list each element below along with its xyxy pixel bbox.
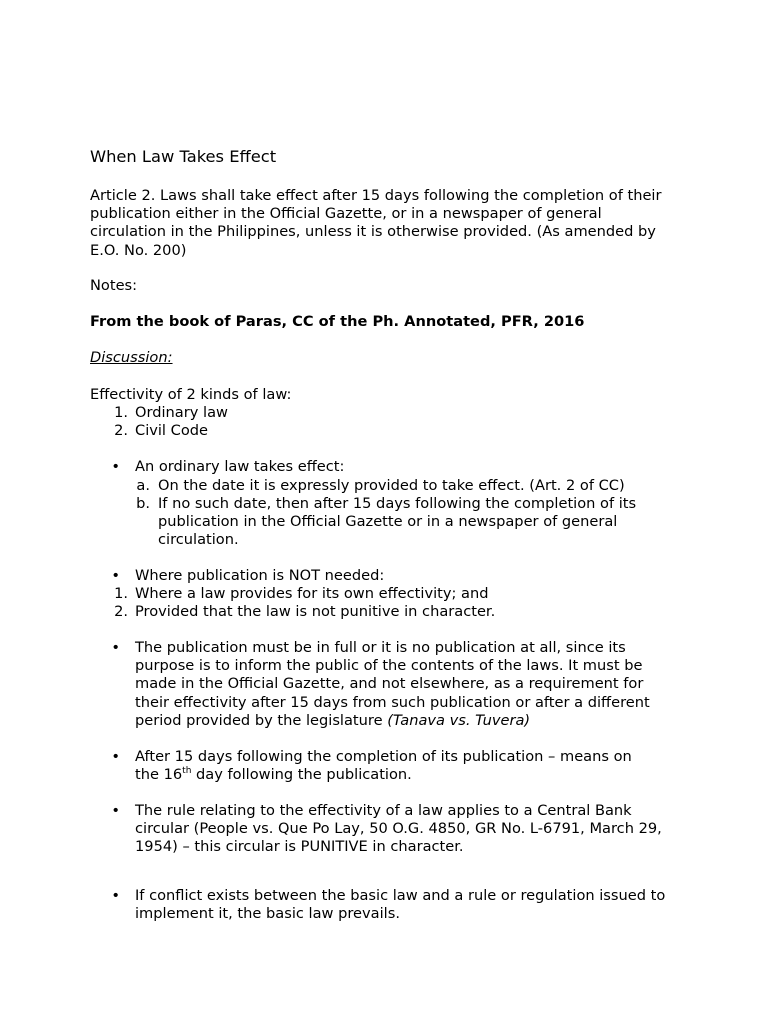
sub-list-text: If no such date, then after 15 days following the completion of its publication in the Official Gazette or in a newspaper of general circulation. [158,495,637,549]
list-item-text: Ordinary law [135,404,228,421]
publication-paragraph: The publication must be in full or it is no publication at all, since its purpose is to inform the public of the contents of the laws. It must be made in the Official Gazette, and not elsewhere, as a requirement for their effectivity after 15 days from such publication or after a different period provided by the legislature [135,639,650,729]
case-citation: (Tanava vs. Tuvera) [387,711,531,729]
list-marker: 1. [114,404,128,421]
sub-list-marker: b. [136,495,150,512]
discussion-heading [90,349,690,367]
bullet-marker: • [111,887,120,904]
list-marker: 2. [114,603,128,620]
effectivity-intro: Effectivity of 2 kinds of law: [90,386,292,403]
list-item-text: Civil Code [135,422,208,439]
bullet-marker: • [111,639,120,656]
list-marker: 2. [114,422,128,439]
list-item-text: Where a law provides for its own effectivity; and [135,585,489,602]
sixteenth-day-before: After 15 days following the completion of its publication – means on the 16 [135,748,632,784]
sixteenth-day-after: day following the publication. [191,766,412,784]
bullet-text: An ordinary law takes effect: [135,458,345,475]
notes-label: Notes: [90,277,138,294]
bullet-text: The rule relating to the effectivity of a law applies to a Central Bank circular (People vs. Que Po Lay, 50 O.G. 4850, GR No. L-6791, March 29, 1954) – this circular is PUNITIVE in character. [135,802,662,856]
bullet-marker: • [111,802,120,819]
bullet-text [135,639,670,730]
list-marker: 1. [114,585,128,602]
document-title: When Law Takes Effect [90,147,277,166]
list-item-text: Provided that the law is not punitive in character. [135,603,496,620]
bullet-text: Where publication is NOT needed: [135,567,385,584]
bullet-marker: • [111,458,120,475]
sub-list-marker: a. [136,477,150,494]
bullet-text [135,748,660,784]
article-paragraph: Article 2. Laws shall take effect after 15 days following the completion of their publication either in the Official Gazette, or in a newspaper of general circulation in the Philippines, unless it is otherwise provided. (As amended by E.O. No. 200) [90,187,662,259]
bullet-marker: • [111,748,120,765]
source-citation: From the book of Paras, CC of the Ph. Annotated, PFR, 2016 [90,313,585,330]
bullet-text: If conflict exists between the basic law and a rule or regulation issued to implement it, the basic law prevails. [135,887,666,923]
sub-list-text: On the date it is expressly provided to take effect. (Art. 2 of CC) [158,477,625,494]
bullet-marker: • [111,567,120,584]
ordinal-suffix: th [182,766,192,777]
discussion-label: Discussion: [90,349,173,366]
